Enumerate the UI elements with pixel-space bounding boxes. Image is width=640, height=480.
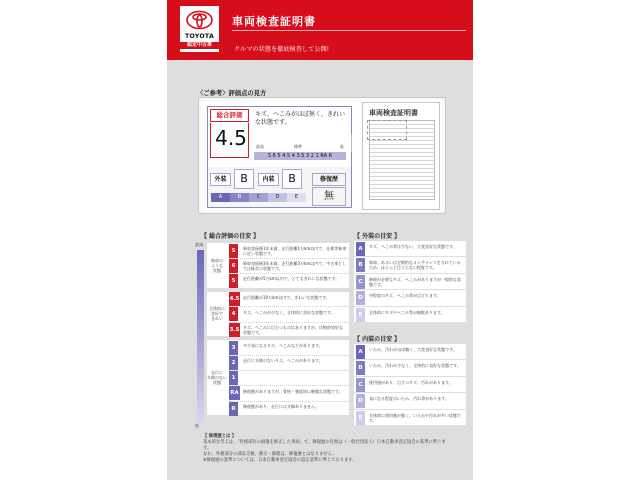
overall-grade-text: 修復歴がありますが、骨格・強度的に軽微な状態です。 [243, 388, 343, 394]
scale-left-label: 最高 [256, 144, 264, 149]
interior-guide-title: 【 内装の目安 】 [354, 336, 401, 343]
interior-grade-badge: A [356, 345, 365, 359]
grade-scale-e: E [287, 193, 306, 202]
repair-history-note [203, 434, 453, 464]
overall-rating-label: 総合評価 [210, 109, 249, 122]
grade-scale [211, 193, 307, 203]
thumbnail-highlight [367, 120, 407, 140]
overall-rating-description: キズ、へこみがほぼ無く、きれいな状態です。 [255, 111, 345, 126]
scale-right-label: 低 [340, 144, 344, 149]
row-divider [229, 370, 349, 371]
exterior-grade-text: 修理が必要なキズ、へこみがありますが一般的な状態です。 [369, 276, 462, 287]
overall-grade-badge: 1 [229, 371, 238, 385]
rating-scale-values: S 6 5 4.5 4 3.5 3 2 1 RA R [267, 153, 333, 159]
interior-grade-text: いたみ、汚れが少なく、全体的に良好な状態です。 [369, 363, 461, 369]
row-divider [229, 306, 349, 307]
exterior-grade-badge: D [356, 291, 365, 305]
rating-guide-panel [198, 97, 446, 214]
grade-scale-a: A [211, 193, 230, 202]
brand-name: TOYOTA [184, 33, 215, 40]
overall-group-name: 新車の ような 状態 [211, 257, 223, 273]
overall-grade-text: キズ、へこみが少なく、全体的に良好な状態です。 [243, 309, 335, 315]
page-subtitle: クルマの状態を徹底検査して公開! [234, 46, 330, 53]
exterior-guide-column [354, 233, 466, 326]
overall-grade-text: 新車登録後1年未満、走行距離1万km以内で、仕様等新車に近い状態です。 [243, 246, 347, 256]
exterior-grade: B [234, 169, 254, 189]
exterior-grade-text: 全体的にキズやへこみ等が複数あります。 [369, 309, 445, 315]
row-divider [229, 355, 349, 356]
overall-guide-column [195, 233, 349, 431]
exterior-grade-badge: B [356, 258, 365, 272]
header-banner [167, 0, 473, 60]
overall-guide-title: 【 総合評価の目安 】 [201, 233, 260, 240]
interior-grade-text: いたみ、汚れがほぼ無く、大変良好な状態です。 [369, 347, 457, 352]
brand-subtitle: 認定中古車 [180, 42, 219, 49]
row-divider [229, 401, 349, 402]
row-divider [229, 258, 349, 259]
thumbnail-title: 車両検査証明書 [369, 109, 418, 117]
overall-grade-badge: 3 [229, 341, 238, 355]
exterior-grade-text: 中程度のキズ、へこみ等が目立ちます。 [369, 293, 441, 299]
overall-bottom-label: 低 [195, 423, 200, 428]
interior-guide-column [354, 336, 466, 429]
certificate-thumbnail [362, 102, 440, 210]
overall-gradient-bar [197, 250, 204, 422]
exterior-grade-text: 新車、あるいは定期的なメンテナンスをされているため、ほとんど目立たない程度です。 [369, 260, 461, 271]
scale-mid-label: 標準 [294, 144, 302, 149]
overall-group-name: 走行に 支障のない 状態 [207, 370, 227, 386]
exterior-grade-text: キズ、へこみ等は少ない、大変良好な状態です。 [369, 244, 457, 249]
row-divider [229, 385, 349, 386]
note-line-3: ※修復歴の基準については、日本自動車査定協会の認定基準に準じております。 [203, 458, 357, 463]
row-divider [229, 273, 349, 274]
overall-grade-badge: 6 [229, 259, 238, 273]
exterior-grade-badge: A [356, 242, 365, 256]
overall-grade-text: キズ、へこみに目立つものはありますが、比較的良好な状態です。 [243, 325, 344, 335]
overall-guide-list [207, 241, 351, 431]
overall-grade-badge: R [229, 402, 238, 416]
repair-history-label: 修復歴 [312, 173, 346, 186]
overall-grade-text: 走行距離が5万km以内で、とてもきれいな状態です。 [243, 276, 340, 282]
grade-scale-c: C [249, 193, 268, 202]
exterior-label: 外装 [210, 173, 231, 186]
exterior-grade-badge: C [356, 275, 365, 289]
note-line-1: 基本的な考えは、「骨格部位の損傷を修正した車両」で、修復歴の有無は（一般社団法人）日本自動車査定協会の基準に準じます。 [203, 440, 446, 451]
toyota-logo [180, 6, 219, 52]
interior-grade-text: 使用感があり、目立つキズ、汚れがあります。 [369, 379, 453, 385]
overall-grade-badge: 3.5 [229, 323, 240, 337]
overall-grade-badge: 5 [229, 274, 238, 288]
overall-grade-badge: 4 [229, 307, 238, 321]
note-title: 【 修復歴とは 】 [203, 434, 237, 439]
overall-grade-badge: S [229, 244, 238, 258]
overall-grade-text: 走行に支障のないキズ、へこみがあります。 [243, 358, 323, 364]
row-divider [229, 322, 349, 323]
overall-grade-badge: RA [229, 386, 240, 400]
overall-top-label: 最高 [195, 242, 204, 247]
exterior-guide-list [354, 241, 466, 326]
note-line-2: なお、外板部分の部品交換、修正・修理は、修復歴とはなりません。 [203, 452, 337, 457]
title-underline [232, 30, 466, 31]
exterior-grade-badge: E [356, 308, 365, 322]
exterior-guide-title: 【 外装の目安 】 [354, 233, 401, 240]
guide-section-title: 〈ご参考〉評価点の見方 [197, 90, 267, 97]
interior-grade-text: 気になる程度のいたみ、汚れ等があります。 [369, 396, 449, 402]
toyota-emblem-icon [186, 10, 213, 30]
overall-grade-text: 走行距離が10万km以内で、きれいな状態です。 [243, 294, 330, 300]
grade-scale-b: B [230, 193, 249, 202]
interior-grade-badge: C [356, 378, 365, 392]
overall-group-name: 全体的に 良好で きれい [209, 306, 225, 322]
interior-grade-badge: E [356, 411, 365, 425]
interior-grade: B [282, 169, 302, 189]
overall-rating-value: 4.5 [215, 126, 247, 150]
overall-grade-badge: 2 [229, 356, 238, 370]
interior-guide-list [354, 344, 466, 429]
interior-grade-badge: B [356, 361, 365, 375]
repair-history-value: 無 [312, 187, 346, 206]
interior-grade-badge: D [356, 394, 365, 408]
overall-grade-text: 多少気になるキズ、へこみなどがあります。 [243, 343, 323, 349]
inspection-certificate-sheet [167, 0, 473, 480]
page-title: 車両検査証明書 [232, 15, 316, 28]
interior-grade-text: 全体的に使用感が強く、いたみや汚れが多い状態です。 [369, 412, 461, 423]
overall-grade-text: 修復歴があり、走行には支障ありません。 [243, 404, 320, 409]
rating-sample-card [207, 106, 352, 208]
grade-scale-d: D [268, 193, 287, 202]
interior-label: 内装 [258, 173, 279, 186]
overall-grade-text: 新車登録後3年未満、走行距離3万km以内で、中古車としては極美の状態です。 [243, 261, 347, 272]
overall-grade-badge: 4.5 [229, 292, 240, 306]
